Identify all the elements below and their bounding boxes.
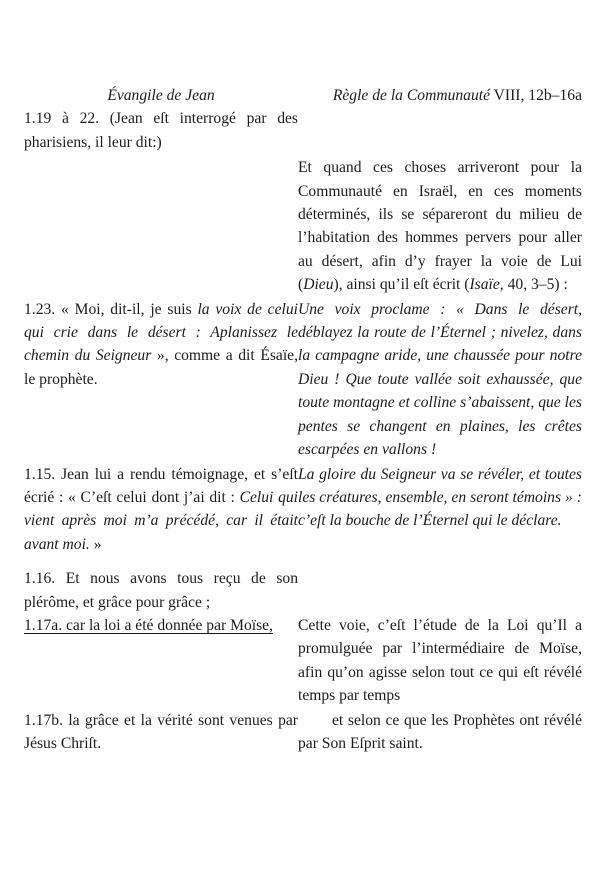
verse-row bbox=[24, 107, 582, 154]
rule-passage bbox=[298, 709, 582, 756]
text-run: 1.17a. car la loi a été donnée par Moïse, bbox=[24, 616, 273, 634]
gospel-passage bbox=[24, 463, 298, 557]
rule-passage bbox=[298, 463, 582, 557]
rule-passage bbox=[298, 567, 582, 614]
rule-passage bbox=[298, 107, 582, 154]
text-run: 1.17b. la grâce et la vérité sont venues par Jésus Chriſt. bbox=[24, 711, 298, 752]
text-run: Cette voie, c’eſt l’étude de la Loi qu’Il a promulguée par l’intermédiaire de Moïse, afin qu’on agisse selon tout ce qui eſt révélé temps par temps bbox=[298, 616, 582, 705]
text-run: Et quand ces choses arriveront pour la Communauté en Israël, en ces moments déterminés, ils se sépareront du milieu de l’habitation des hommes pervers pour aller au désert, afin d’y frayer la voie de Lui ( bbox=[298, 159, 582, 294]
gospel-passage bbox=[24, 107, 298, 154]
verse-row bbox=[24, 614, 582, 708]
header-row bbox=[24, 84, 582, 107]
gospel-passage bbox=[24, 709, 298, 756]
text-run: Dieu bbox=[303, 276, 334, 294]
gospel-passage bbox=[24, 298, 298, 462]
text-run: », comme a dit Ésaïe, le prophète. bbox=[24, 347, 298, 388]
text-run: et selon ce que les Prophètes ont révélé par Son Eſprit saint. bbox=[298, 711, 582, 752]
rule-reference: VIII, 12b–16a bbox=[490, 87, 582, 104]
gospel-passage bbox=[24, 614, 298, 708]
parallel-rows bbox=[24, 107, 582, 755]
text-run: Celui qui vient après moi m’a précédé, car il était avant moi. bbox=[24, 488, 298, 553]
text-run: Une voix proclame : « Dans le désert, déblayez la route de l’Éternel ; nivelez, dans la campagne aride, une chaussée pour notre Dieu ! Que toute vallée soit exhaussée, que toute montagne et colline s’abaissent, que les pentes se changent en plaines, les crêtes escarpées en vallons ! bbox=[298, 300, 582, 459]
verse-row bbox=[24, 463, 582, 557]
text-run: 1.16. Et nous avons tous reçu de son plérôme, et grâce pour grâce ; bbox=[24, 570, 298, 611]
verse-row bbox=[24, 709, 582, 756]
text-run: ), ainsi qu’il eſt écrit ( bbox=[333, 276, 470, 294]
text-run: 1.19 à 22. (Jean eſt interrogé par des pharisiens, il leur dit:) bbox=[24, 110, 298, 151]
left-column-header bbox=[24, 84, 298, 107]
text-run: la voix de celui qui crie dans le désert : Aplanissez le chemin du Seigneur bbox=[24, 300, 298, 365]
text-run: La gloire du Seigneur va se révéler, et toutes les créatures, ensemble, en seront témoins » : c’eſt la bouche de l’Éternel qui le déclare. bbox=[298, 465, 582, 530]
verse-row bbox=[24, 156, 582, 296]
gospel-passage bbox=[24, 567, 298, 614]
text-run: , 40, 3–5) : bbox=[499, 276, 568, 294]
page bbox=[24, 84, 582, 755]
gospel-passage bbox=[24, 156, 298, 296]
rule-passage bbox=[298, 298, 582, 462]
rule-passage bbox=[298, 614, 582, 708]
verse-row bbox=[24, 298, 582, 462]
rule-passage bbox=[298, 156, 582, 296]
text-run: 1.23. « Moi, dit-il, je suis bbox=[24, 300, 198, 318]
rule-title: Règle de la Communauté bbox=[332, 87, 491, 104]
text-run: » bbox=[89, 535, 102, 553]
right-column-header bbox=[298, 84, 582, 107]
text-run: Isaïe bbox=[469, 276, 500, 294]
gospel-title: Évangile de Jean bbox=[107, 87, 215, 104]
text-run: 1.15. Jean lui a rendu témoignage, et s’eſt écrié : « C’eſt celui dont j’ai dit : bbox=[24, 465, 298, 506]
verse-row bbox=[24, 567, 582, 614]
